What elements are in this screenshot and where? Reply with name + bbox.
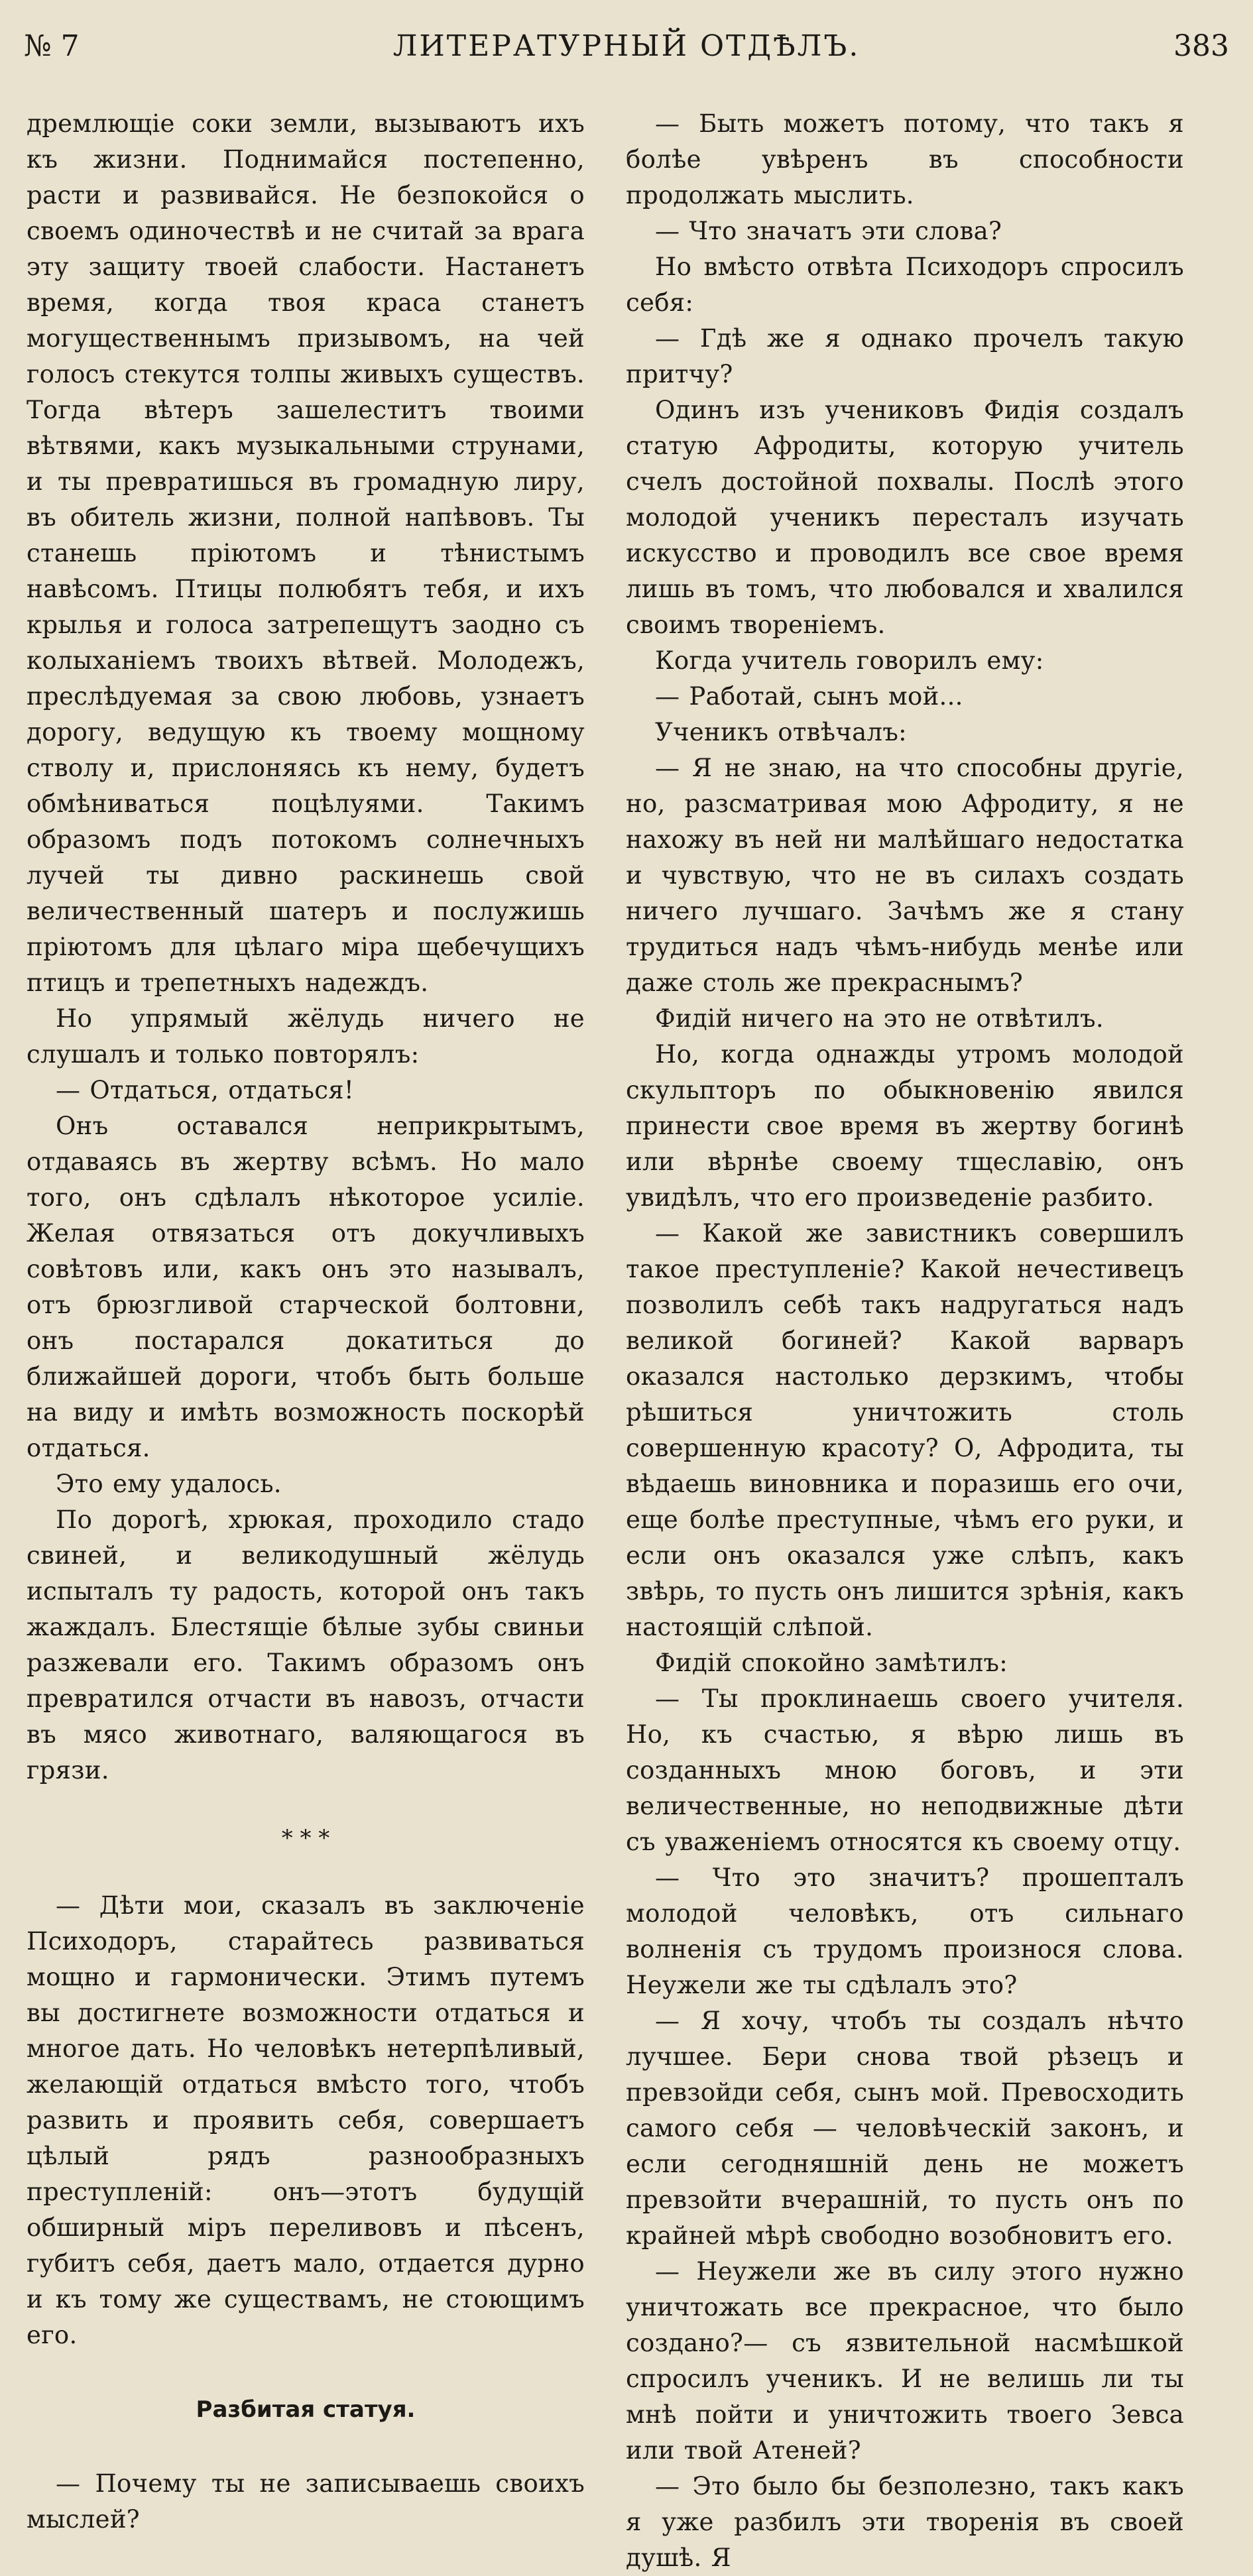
paragraph: — Почему ты не записываешь своихъ мыслей?	[27, 2469, 585, 2534]
paragraph: — Я хочу, чтобъ ты создалъ нѣчто лучшее. Бери снова твой рѣзецъ и превзойди себя, сынъ мой. Превосходить самого себя — человѣческій законъ, и если сегодняшній день не можетъ превзойти вчерашній, то пусть онъ по крайней мѣрѣ свободно возобновитъ его.	[626, 2007, 1184, 2250]
paragraph: — Неужели же въ силу этого нужно уничтожать все прекрасное, что было создано?— съ язвительной насмѣшкой спросилъ ученикъ. И не велишь ли ты мнѣ пойти и уничтожить твоего Зевса или твой Атеней?	[626, 2257, 1184, 2465]
paragraph: Когда учитель говорилъ ему:	[655, 646, 1044, 675]
paragraph: — Быть можетъ потому, что такъ я болѣе увѣренъ въ способности продолжать мыслить.	[626, 109, 1184, 209]
issue-number: № 7	[24, 29, 80, 63]
paragraph: — Что это значитъ? прошепталъ молодой человѣкъ, отъ сильнаго волненія съ трудомъ произнося слова. Неужели же ты сдѣлалъ это?	[626, 1863, 1184, 1999]
paragraph: — Отдаться, отдаться!	[56, 1076, 355, 1104]
paragraph: Ученикъ отвѣчалъ:	[655, 718, 907, 746]
paragraph: Фидій ничего на это не отвѣтилъ.	[655, 1004, 1104, 1033]
paragraph: По дорогѣ, хрюкая, проходило стадо свиней, и великодушный жёлудь испыталъ ту радость, которой онъ такъ жаждалъ. Блестящіе бѣлые зубы свиньи разжевали его. Такимъ образомъ онъ превратился отчасти въ навозъ, отчасти въ мясо животнаго, валяющагося въ грязи.	[27, 1505, 585, 1785]
paragraph: — Ты проклинаешь своего учителя. Но, къ счастью, я вѣрю лишь въ созданныхъ мною боговъ, и эти величественные, но неподвижные дѣти съ уваженіемъ относятся къ своему отцу.	[626, 1684, 1184, 1856]
paragraph: — Я не знаю, на что способны другіе, но, разсматривая мою Афродиту, я не нахожу въ ней ни малѣйшаго недостатка и чувствую, что не въ силахъ создать ничего лучшаго. Зачѣмъ же я стану трудиться надъ чѣмъ-нибудь менѣе или даже столь же прекраснымъ?	[626, 754, 1184, 997]
paragraph: — Это было бы безполезно, такъ какъ я уже разбилъ эти творенія въ своей душѣ. Я	[626, 2472, 1184, 2572]
running-header	[24, 29, 1229, 76]
paragraph: Но вмѣсто отвѣта Психодоръ спросилъ себя:	[626, 253, 1184, 317]
paragraph: Это ему удалось.	[56, 1470, 282, 1498]
paragraph: Одинъ изъ учениковъ Фидія создалъ статую Афродиты, которую учитель счелъ достойной похвалы. Послѣ этого молодой ученикъ пересталъ изучать искусство и проводилъ все свое время лишь въ томъ, что любовался и хвалился своимъ твореніемъ.	[626, 396, 1184, 639]
paragraph: — Гдѣ же я однако прочелъ такую притчу?	[626, 324, 1184, 388]
paragraph: Фидій спокойно замѣтилъ:	[655, 1649, 1008, 1677]
section-divider: * * *	[281, 1825, 330, 1851]
left-column	[27, 106, 585, 2538]
right-column	[626, 106, 1184, 2576]
paragraph: — Что значатъ эти слова?	[655, 217, 1002, 245]
paragraph: Но, когда однажды утромъ молодой скульпторъ по обыкновенію явился принести свое время въ жертву богинѣ или вѣрнѣе своему тщеславію, онъ увидѣлъ, что его произведеніе разбито.	[626, 1040, 1184, 1212]
paragraph: — Какой же завистникъ совершилъ такое преступленіе? Какой нечестивецъ позволилъ себѣ такъ надругаться надъ великой богиней? Какой варваръ оказался настолько дерзкимъ, чтобы рѣшиться уничтожить столь совершенную красоту? О, Афродита, ты вѣдаешь виновника и поразишь его очи, еще болѣе преступные, чѣмъ его руки, и если онъ оказался уже слѣпъ, какъ звѣрь, то пусть онъ лишится зрѣнія, какъ настоящій слѣпой.	[626, 1219, 1184, 1641]
paragraph: Но упрямый жёлудь ничего не слушалъ и только повторялъ:	[27, 1004, 585, 1069]
page-number: 383	[1173, 29, 1229, 63]
story-title: Разбитая статуя.	[196, 2396, 416, 2423]
section-title: ЛИТЕРАТУРНЫЙ ОТДѢЛЪ.	[392, 29, 861, 63]
paragraph: — Дѣти мои, сказалъ въ заключеніе Психодоръ, старайтесь развиваться мощно и гармонически. Этимъ путемъ вы достигнете возможности отдаться и многое дать. Но человѣкъ нетерпѣливый, желающій отдаться вмѣсто того, чтобъ развить и проявить себя, совершаетъ цѣлый рядъ разнообразныхъ преступленій: онъ—этотъ будущій обширный міръ переливовъ и пѣсенъ, губитъ себя, даетъ мало, отдается дурно и къ тому же существамъ, не стоющимъ его.	[27, 1891, 585, 2349]
paragraph: Онъ оставался неприкрытымъ, отдаваясь въ жертву всѣмъ. Но мало того, онъ сдѣлалъ нѣкоторое усиліе. Желая отвязаться отъ докучливыхъ совѣтовъ или, какъ онъ это называлъ, отъ брюзгливой старческой болтовни, онъ постарался докатиться до ближайшей дороги, чтобъ быть больше на виду и имѣть возможность поскорѣй отдаться.	[27, 1112, 585, 1462]
paragraph: дремлющіе соки земли, вызываютъ ихъ къ жизни. Поднимайся постепенно, расти и развивайся. Не безпокойся о своемъ одиночествѣ и не считай за врага эту защиту твоей слабости. Настанетъ время, когда твоя краса станетъ могущественнымъ призывомъ, на чей голосъ стекутся толпы живыхъ существъ. Тогда вѣтеръ зашелеститъ твоими вѣтвями, какъ музыкальными струнами, и ты превратишься въ громадную лиру, въ обитель жизни, полной напѣвовъ. Ты станешь пріютомъ и тѣнистымъ навѣсомъ. Птицы полюбятъ тебя, и ихъ крылья и голоса затрепещутъ заодно съ колыханіемъ твоихъ вѣтвей. Молодежъ, преслѣдуемая за свою любовь, узнаетъ дорогу, ведущую къ твоему мощному стволу и, прислоняясь къ нему, будетъ обмѣниваться поцѣлуями. Такимъ образомъ подъ потокомъ солнечныхъ лучей ты дивно раскинешь свой величественный шатеръ и послужишь пріютомъ для цѣлаго міра щебечущихъ птицъ и трепетныхъ надеждъ.	[27, 109, 585, 997]
paragraph: — Работай, сынъ мой...	[655, 682, 963, 711]
